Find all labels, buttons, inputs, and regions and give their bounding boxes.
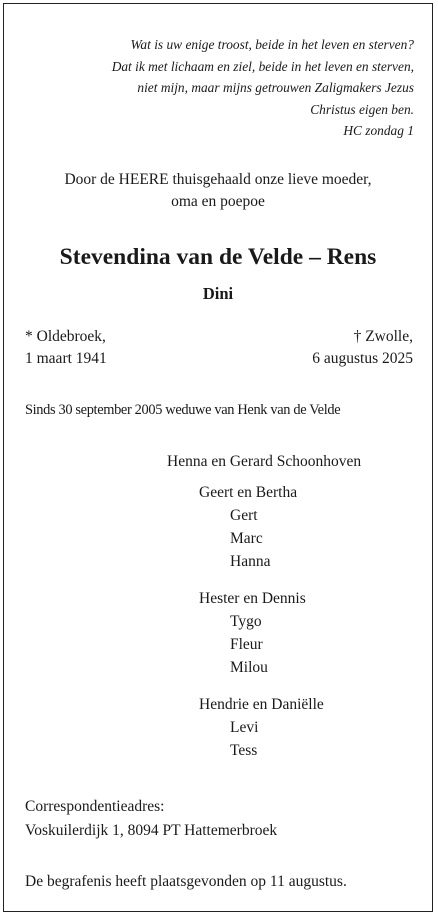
deceased-nickname: Dini xyxy=(202,284,234,303)
announcement-card xyxy=(3,3,433,912)
grandchild: Milou xyxy=(230,659,268,676)
quote-line: Christus eigen ben. xyxy=(310,101,414,117)
widow-line: Sinds 30 september 2005 weduwe van Henk van de Velde xyxy=(25,402,341,418)
birth-date: 1 maart 1941 xyxy=(25,350,107,367)
grandchild: Hanna xyxy=(230,553,271,570)
grandchild: Tess xyxy=(230,742,258,759)
quote-source: HC zondag 1 xyxy=(343,123,414,139)
family-parents: Hester en Dennis xyxy=(199,590,306,607)
intro-line-1: Door de HEERE thuisgehaald onze lieve moeder, xyxy=(64,171,372,188)
funeral-note: De begrafenis heeft plaatsgevonden op 11 augustus. xyxy=(25,873,347,890)
correspondence-label: Correspondentieadres: xyxy=(25,798,165,815)
grandchild: Levi xyxy=(230,719,259,736)
family-parents: Hendrie en Daniëlle xyxy=(199,696,324,713)
intro-line-2: oma en poepoe xyxy=(171,193,265,210)
death-place: † Zwolle, xyxy=(353,328,413,345)
quote-line: Wat is uw enige troost, beide in het leven en sterven? xyxy=(130,37,414,52)
quote-line: Dat ik met lichaam en ziel, beide in het leven en sterven, xyxy=(111,58,414,74)
bible-quote xyxy=(112,34,414,142)
grandchild: Gert xyxy=(230,507,258,524)
correspondence-address: Voskuilerdijk 1, 8094 PT Hattemerbroek xyxy=(25,822,278,839)
family-parents: Geert en Bertha xyxy=(199,484,298,501)
grandchild: Tygo xyxy=(230,613,262,630)
deceased-name: Stevendina van de Velde – Rens xyxy=(59,244,377,270)
grandchild: Marc xyxy=(230,530,263,547)
birth-place: * Oldebroek, xyxy=(25,328,106,345)
family-head: Henna en Gerard Schoonhoven xyxy=(167,453,362,470)
grandchild: Fleur xyxy=(230,636,263,653)
quote-line: niet mijn, maar mijns getrouwen Zaligmakers Jezus xyxy=(137,80,414,96)
death-date: 6 augustus 2025 xyxy=(312,350,413,367)
